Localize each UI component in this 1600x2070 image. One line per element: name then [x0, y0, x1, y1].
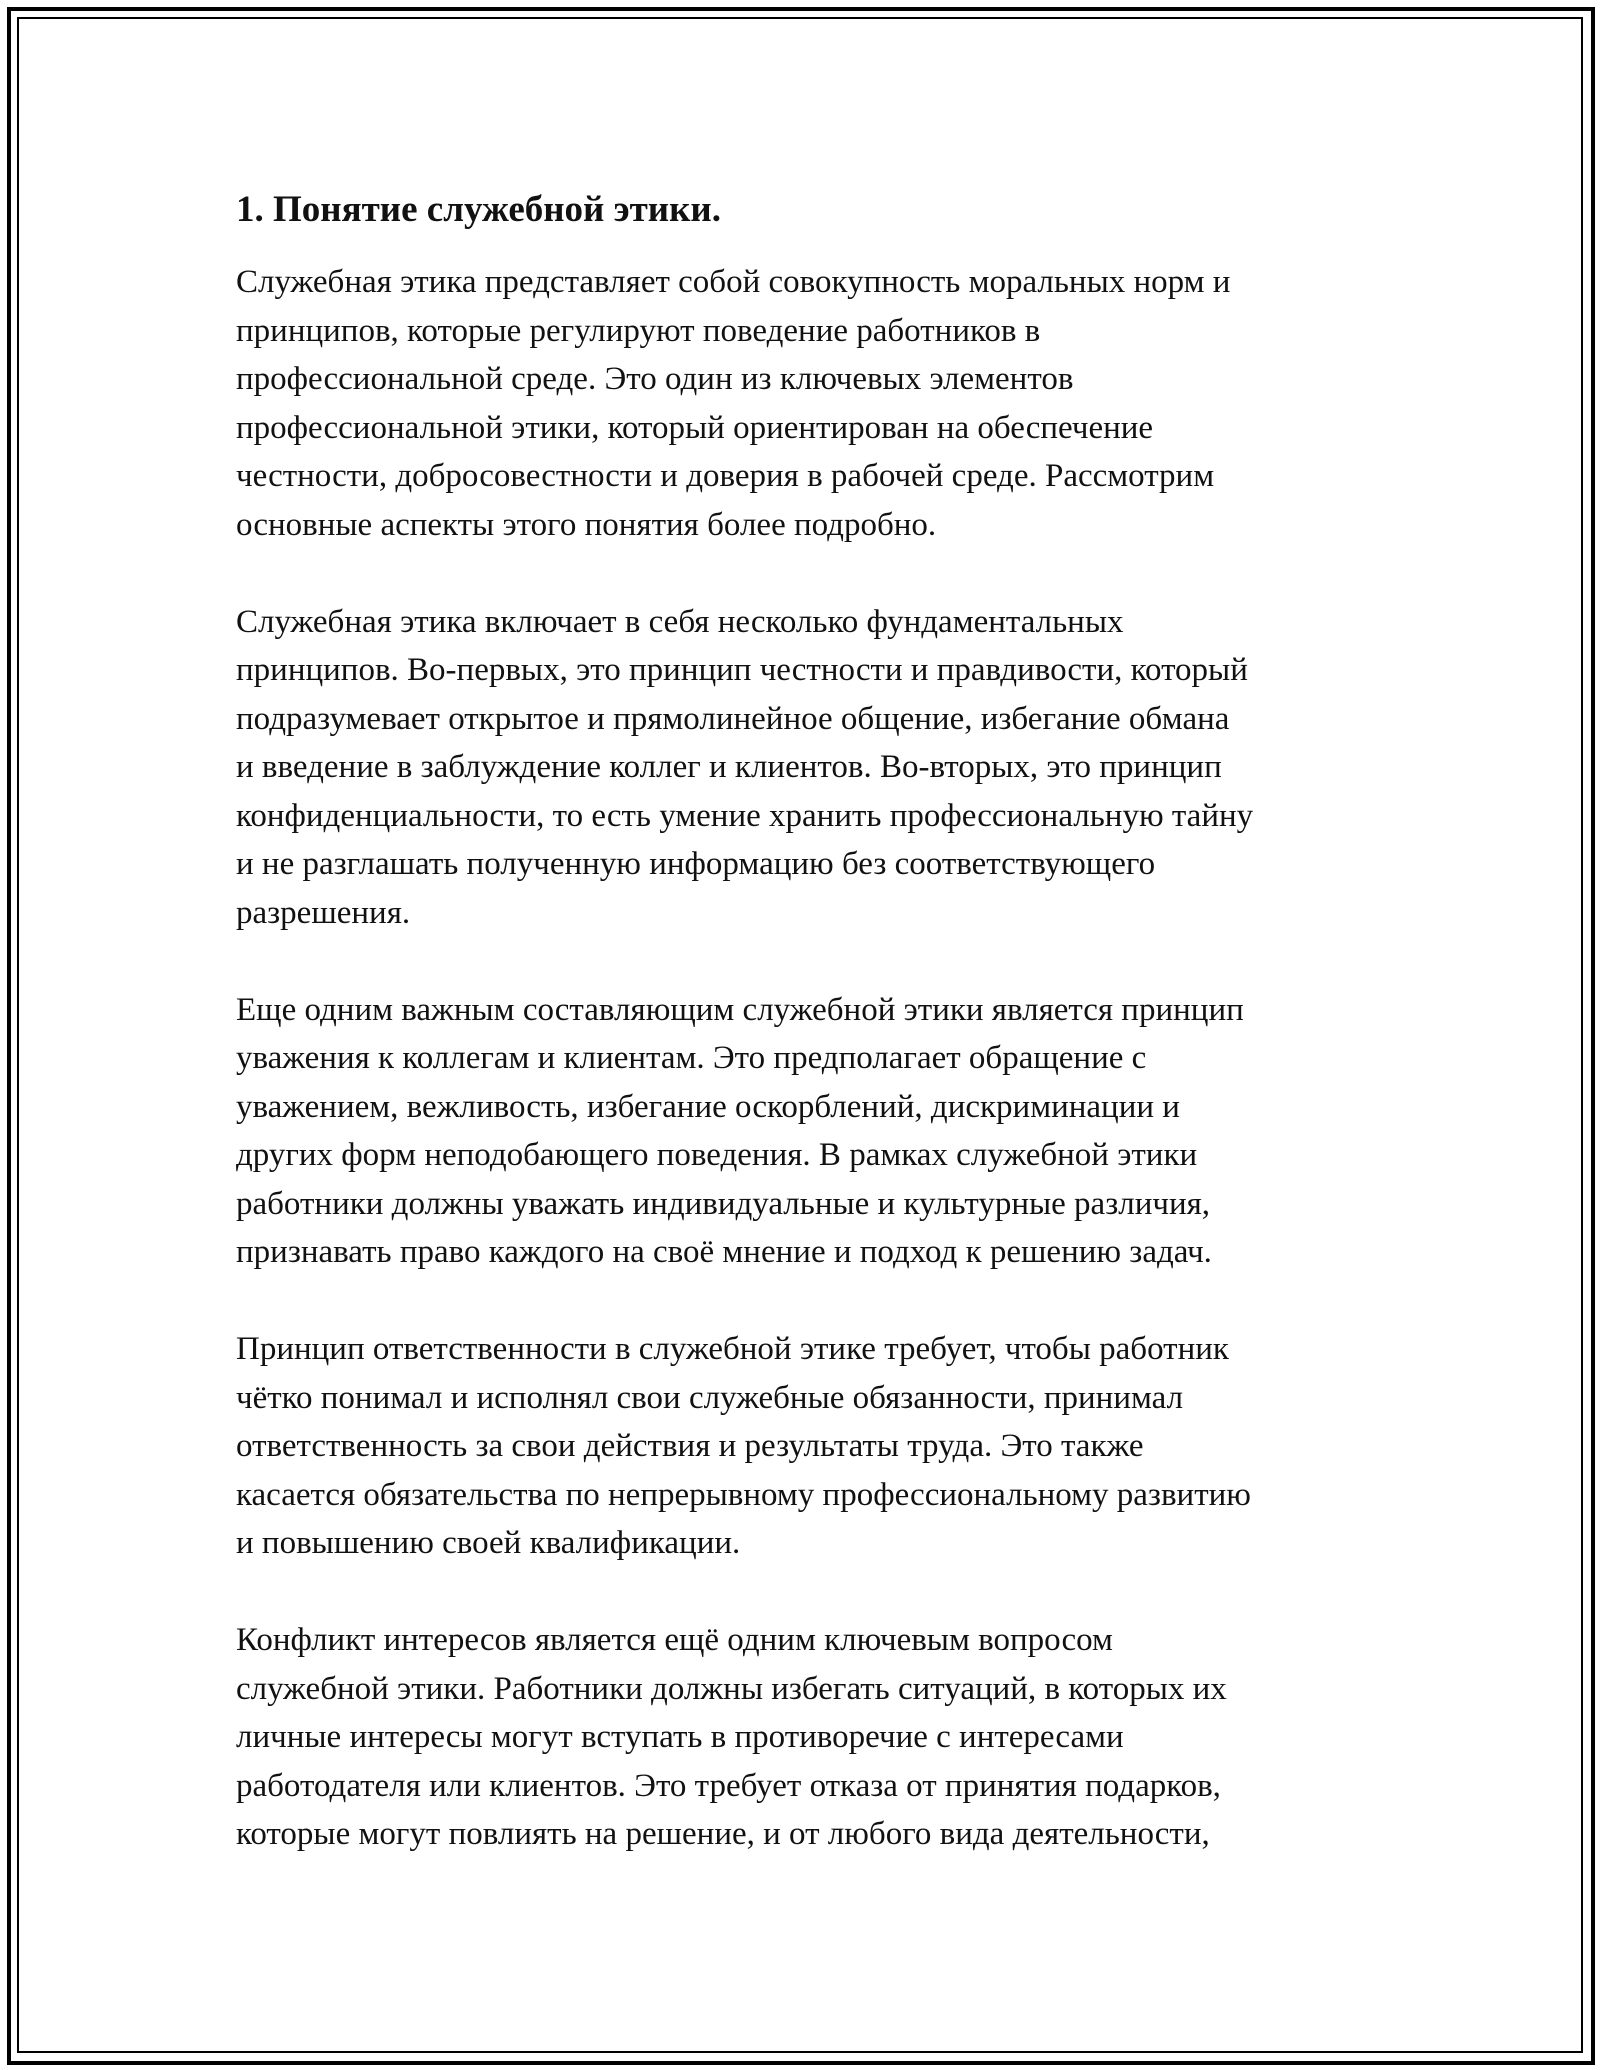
- paragraph-responsibility: [236, 1325, 1386, 1568]
- paragraph-principles: [236, 598, 1386, 938]
- text-line: Служебная этика включает в себя несколько фундаментальных: [236, 603, 1124, 640]
- text-line: служебной этики. Работники должны избегать ситуаций, в которых их: [236, 1670, 1227, 1707]
- text-line: уважением, вежливость, избегание оскорблений, дискриминации и: [236, 1088, 1180, 1125]
- text-line: честности, добросовестности и доверия в рабочей среде. Рассмотрим: [236, 458, 1215, 494]
- text-line: принципов, которые регулируют поведение работников в: [236, 312, 1041, 349]
- section-heading: 1. Понятие служебной этики.: [236, 189, 721, 230]
- text-line: профессиональной этики, который ориентирован на обеспечение: [236, 409, 1154, 446]
- text-line: касается обязательства по непрерывному профессиональному развитию: [236, 1476, 1251, 1513]
- text-line: профессиональной среде. Это один из ключевых элементов: [236, 361, 1074, 397]
- text-line: разрешения.: [236, 894, 411, 931]
- text-line: и повышению своей квалификации.: [236, 1525, 741, 1561]
- text-line: работники должны уважать индивидуальные и культурные различия,: [236, 1185, 1211, 1222]
- text-line: Конфликт интересов является ещё одним ключевым вопросом: [236, 1622, 1113, 1658]
- text-line: ответственность за свои действия и результаты труда. Это также: [236, 1428, 1144, 1464]
- text-line: личные интересы могут вступать в противоречие с интересами: [236, 1719, 1124, 1755]
- document-body: [236, 186, 1386, 1907]
- text-line: которые могут повлиять на решение, и от любого вида деятельности,: [236, 1816, 1210, 1852]
- text-line: уважения к коллегам и клиентам. Это предполагает обращение с: [236, 1040, 1147, 1076]
- text-line: и введение в заблуждение коллег и клиентов. Во-вторых, это принцип: [236, 749, 1222, 785]
- text-line: основные аспекты этого понятия более подробно.: [236, 506, 937, 543]
- text-line: принципов. Во-первых, это принцип честности и правдивости, который: [236, 652, 1248, 688]
- paragraph-respect: [236, 986, 1386, 1277]
- text-line: и не разглашать полученную информацию без соответствующего: [236, 846, 1156, 882]
- paragraph-conflict-of-interest: [236, 1616, 1386, 1859]
- text-line: чётко понимал и исполнял свои служебные обязанности, принимал: [236, 1379, 1184, 1416]
- text-line: Служебная этика представляет собой совокупность моральных норм и: [236, 264, 1231, 300]
- text-line: работодателя или клиентов. Это требует отказа от принятия подарков,: [236, 1767, 1221, 1804]
- text-line: других форм неподобающего поведения. В рамках служебной этики: [236, 1137, 1198, 1173]
- paragraph-definition: [236, 258, 1386, 549]
- text-line: Еще одним важным составляющим служебной этики является принцип: [236, 991, 1244, 1028]
- text-line: подразумевает открытое и прямолинейное общение, избегание обмана: [236, 700, 1230, 737]
- text-line: признавать право каждого на своё мнение и подход к решению задач.: [236, 1234, 1212, 1270]
- text-line: конфиденциальности, то есть умение хранить профессиональную тайну: [236, 797, 1254, 834]
- text-line: Принцип ответственности в служебной этике требует, чтобы работник: [236, 1331, 1229, 1367]
